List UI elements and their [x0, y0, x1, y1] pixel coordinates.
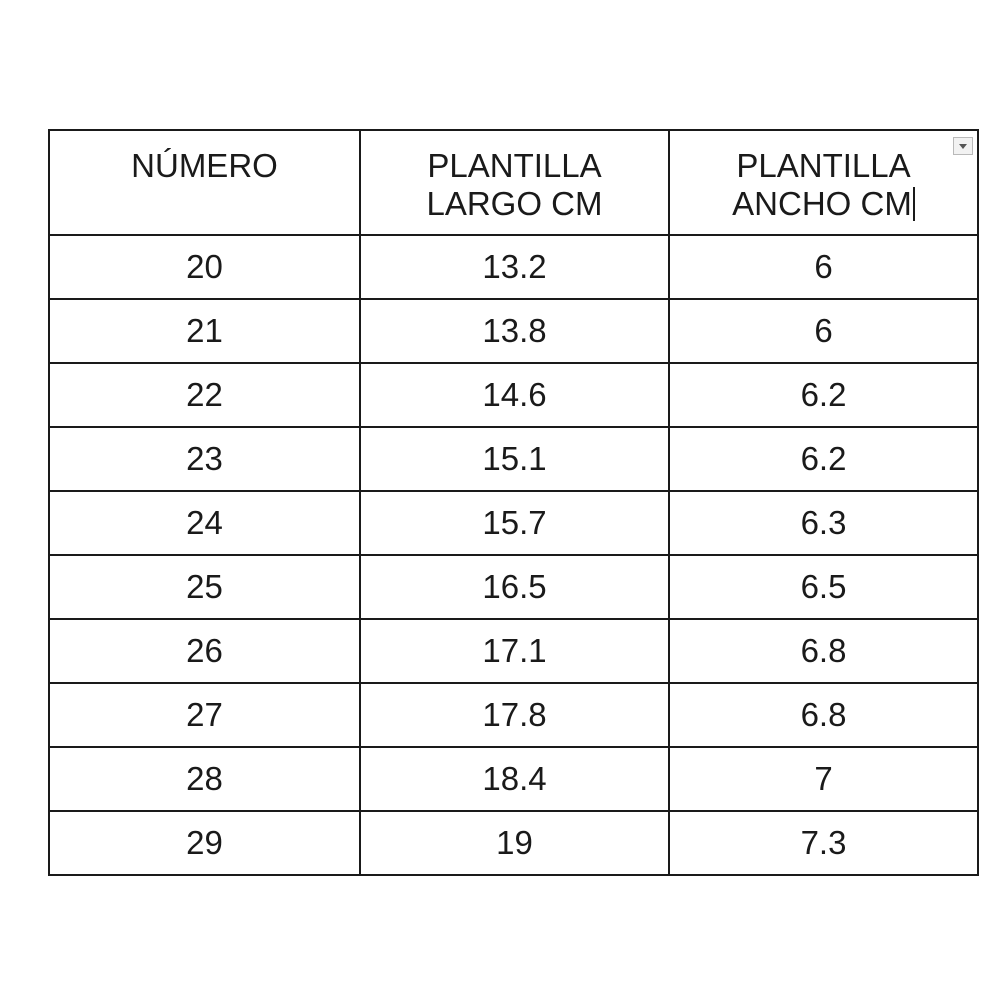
table-row [49, 555, 978, 619]
table-row [49, 811, 978, 875]
largo-cell[interactable]: 15.7 [360, 491, 669, 555]
header-numero[interactable] [49, 130, 360, 235]
header-plantilla-largo-line2: LARGO CM [426, 185, 603, 222]
largo-cell[interactable]: 14.6 [360, 363, 669, 427]
size-table [48, 129, 979, 876]
numero-cell[interactable]: 25 [49, 555, 360, 619]
numero-cell[interactable]: 26 [49, 619, 360, 683]
table-row [49, 363, 978, 427]
header-plantilla-ancho-line2: ANCHO CM [732, 185, 912, 222]
numero-cell[interactable]: 29 [49, 811, 360, 875]
header-numero-text: NÚMERO [131, 147, 278, 184]
ancho-cell[interactable]: 6.5 [669, 555, 978, 619]
largo-cell[interactable]: 17.8 [360, 683, 669, 747]
table-row [49, 747, 978, 811]
table-row [49, 491, 978, 555]
ancho-cell[interactable]: 6.8 [669, 683, 978, 747]
largo-cell[interactable]: 16.5 [360, 555, 669, 619]
table-row [49, 619, 978, 683]
header-plantilla-ancho-line1: PLANTILLA [736, 147, 911, 184]
numero-cell[interactable]: 24 [49, 491, 360, 555]
ancho-cell[interactable]: 6.8 [669, 619, 978, 683]
ancho-cell[interactable]: 6 [669, 299, 978, 363]
numero-cell[interactable]: 21 [49, 299, 360, 363]
numero-cell[interactable]: 27 [49, 683, 360, 747]
largo-cell[interactable]: 13.2 [360, 235, 669, 299]
ancho-cell[interactable]: 6 [669, 235, 978, 299]
chevron-down-icon[interactable] [953, 137, 973, 155]
table-row [49, 683, 978, 747]
numero-cell[interactable]: 23 [49, 427, 360, 491]
text-cursor [913, 187, 915, 221]
largo-cell[interactable]: 19 [360, 811, 669, 875]
ancho-cell[interactable]: 7.3 [669, 811, 978, 875]
table-row [49, 427, 978, 491]
table-body [49, 235, 978, 875]
table-row [49, 235, 978, 299]
header-plantilla-ancho[interactable] [669, 130, 978, 235]
ancho-cell[interactable]: 6.2 [669, 363, 978, 427]
header-plantilla-largo-line1: PLANTILLA [427, 147, 602, 184]
numero-cell[interactable]: 22 [49, 363, 360, 427]
ancho-cell[interactable]: 6.3 [669, 491, 978, 555]
table-row [49, 299, 978, 363]
header-plantilla-largo[interactable] [360, 130, 669, 235]
largo-cell[interactable]: 13.8 [360, 299, 669, 363]
header-plantilla-ancho-line2-wrap [670, 185, 977, 223]
dropdown-triangle [959, 144, 967, 149]
largo-cell[interactable]: 18.4 [360, 747, 669, 811]
ancho-cell[interactable]: 6.2 [669, 427, 978, 491]
header-row [49, 130, 978, 235]
ancho-cell[interactable]: 7 [669, 747, 978, 811]
numero-cell[interactable]: 28 [49, 747, 360, 811]
numero-cell[interactable]: 20 [49, 235, 360, 299]
largo-cell[interactable]: 17.1 [360, 619, 669, 683]
largo-cell[interactable]: 15.1 [360, 427, 669, 491]
